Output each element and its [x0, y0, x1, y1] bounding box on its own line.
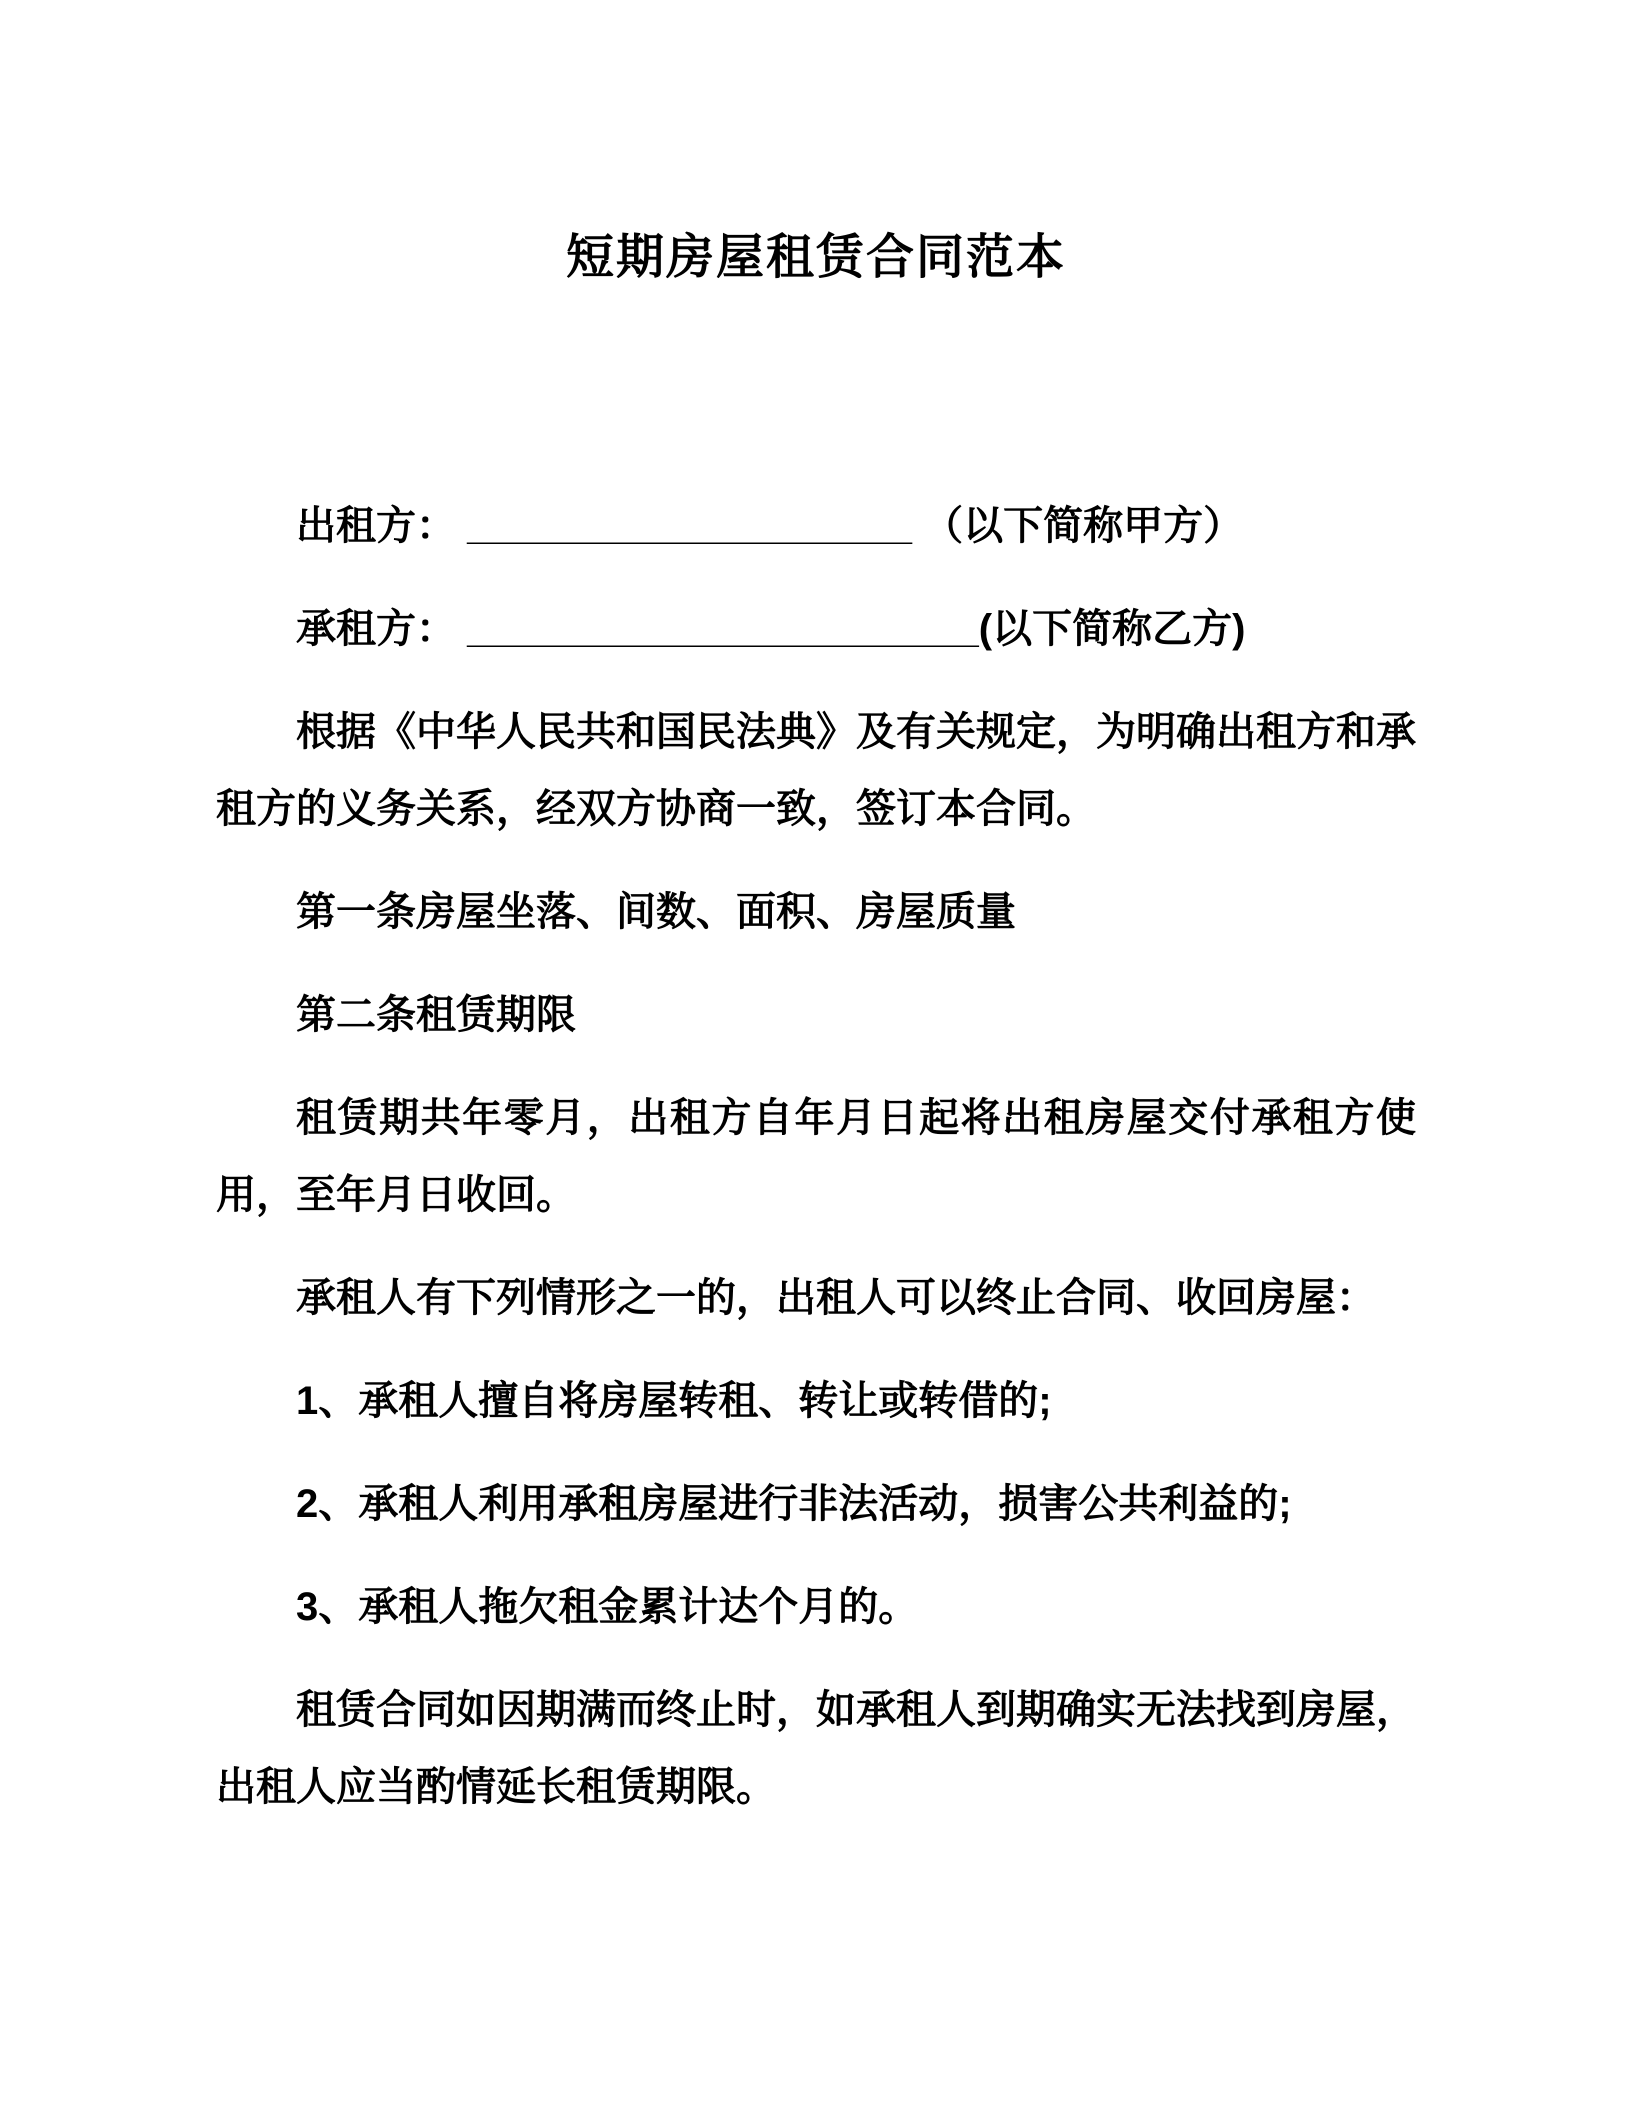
document-body [216, 488, 1416, 1826]
document-title: 短期房屋租赁合同范本 [565, 231, 1066, 284]
termination-item-1: 1、承租人擅自将房屋转租、转让或转借的; [296, 1379, 1052, 1423]
party-lessee-line: 承租方： _______________________(以下简称乙方) [296, 607, 1246, 651]
termination-intro: 承租人有下列情形之一的，出租人可以终止合同、收回房屋： [296, 1276, 1376, 1320]
lease-term-paragraph: 租赁期共年零月，出租方自年月日起将出租房屋交付承租方使用，至年月日收回。 [216, 1096, 1416, 1217]
party-lessor-line: 出租方： ____________________ （以下简称甲方） [296, 504, 1244, 548]
clause-1-heading: 第一条房屋坐落、间数、面积、房屋质量 [296, 890, 1016, 934]
intro-paragraph: 根据《中华人民共和国民法典》及有关规定，为明确出租方和承租方的义务关系，经双方协商一致，签订本合同。 [216, 710, 1416, 831]
extension-paragraph: 租赁合同如因期满而终止时，如承租人到期确实无法找到房屋，出租人应当酌情延长租赁期限。 [216, 1688, 1416, 1809]
termination-item-3: 3、承租人拖欠租金累计达个月的。 [296, 1585, 919, 1629]
clause-2-heading: 第二条租赁期限 [296, 993, 576, 1037]
termination-item-2: 2、承租人利用承租房屋进行非法活动，损害公共利益的; [296, 1482, 1292, 1526]
